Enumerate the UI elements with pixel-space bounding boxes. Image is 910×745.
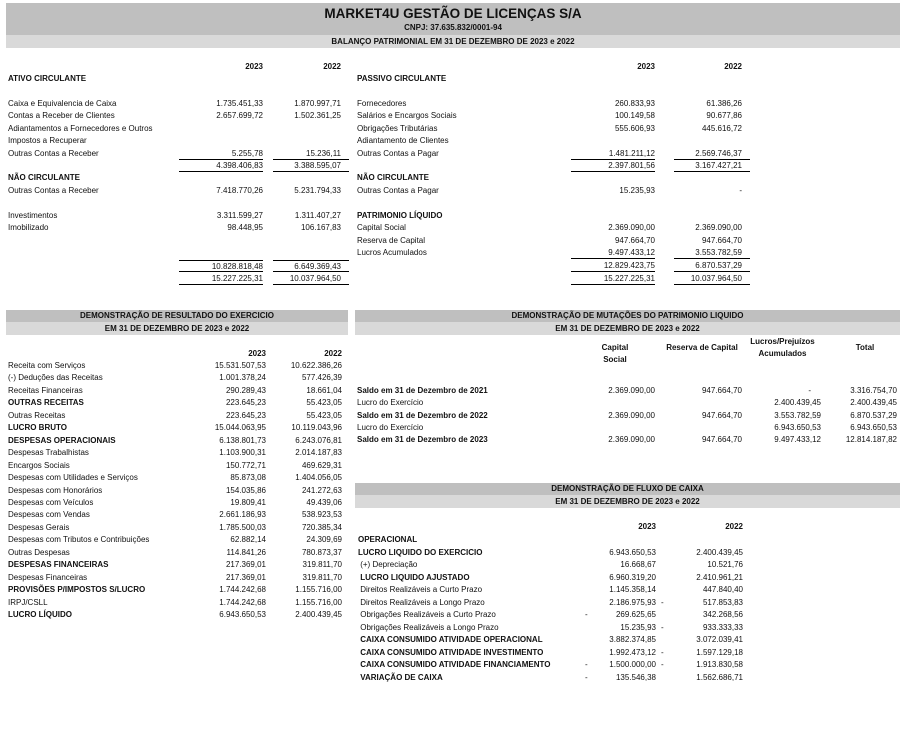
dre-value-2022: 55.423,05 [306, 398, 342, 408]
row-value: 2.397.801,56 [571, 160, 655, 172]
dfc-year-2022: 2022 [725, 522, 743, 531]
dre-value-2022: 10.622.386,26 [290, 361, 342, 370]
dre-value-2022: 18.661,04 [306, 385, 342, 395]
row-value: 10.828.818,48 [179, 260, 263, 272]
dre-row-label: Encargos Sociais [8, 460, 70, 470]
dre-row-label: Despesas com Veículos [8, 497, 94, 507]
dre-title: DEMONSTRAÇÃO DE RESULTADO DO EXERCICIO [6, 310, 348, 322]
dre-row-label: Despesas Financeiras [8, 572, 88, 582]
row-label: Impostos a Recuperar [8, 136, 87, 145]
row-label: Outras Contas a Pagar [357, 186, 439, 195]
row-value: 15.227.225,31 [571, 273, 655, 285]
dmpl-value: 3.553.782,59 [774, 410, 821, 420]
dfc-value-2023: 3.882.374,85 [609, 635, 656, 644]
dfc-value-2023: 6.943.650,53 [609, 547, 656, 557]
dre-row-label: Despesas com Honorários [8, 485, 103, 495]
dmpl-value: 2.369.090,00 [608, 435, 655, 445]
row-label: NÃO CIRCULANTE [357, 173, 429, 182]
dre-value-2022: 319.811,70 [302, 560, 342, 570]
row-value: 1.735.451,33 [216, 99, 263, 108]
row-value: 2.369.090,00 [695, 223, 742, 232]
row-value: 1.311.407,27 [294, 211, 341, 220]
dfc-value-2023: 135.546,38 [615, 672, 656, 682]
dfc-value-2022: 1.562.686,71 [696, 672, 743, 682]
dfc-value-2022: 10.521,76 [707, 560, 743, 569]
row-value: 6.649.369,43 [273, 260, 349, 272]
dre-year-2023: 2023 [248, 349, 266, 358]
dre-row-label: Despesas Trabalhistas [8, 448, 89, 458]
dfc-row-label: Direitos Realizáveis a Longo Prazo [358, 597, 485, 607]
dre-value-2023: 62.882,14 [230, 535, 266, 545]
row-value: 3.167.427,21 [674, 160, 750, 172]
dmpl-col-acumulados: Acumulados [758, 349, 807, 358]
dfc-value-2023: 16.668,67 [620, 560, 656, 569]
row-value: 10.037.964,50 [273, 273, 349, 285]
dfc-year-2023: 2023 [638, 522, 656, 531]
dmpl-value: - [808, 386, 811, 395]
dre-value-2022: 469.629,31 [301, 460, 342, 470]
row-value: 445.616,72 [701, 124, 742, 133]
cnpj: CNPJ: 37.635.832/0001-94 [404, 23, 502, 32]
dre-value-2022: 780.873,37 [301, 547, 342, 557]
report-header [6, 3, 900, 35]
dmpl-col-reserva: Reserva de Capital [666, 343, 738, 352]
dre-value-2022: 24.309,69 [306, 535, 342, 545]
negative-sign: - [585, 610, 588, 619]
dfc-value-2022: 3.072.039,41 [696, 635, 743, 644]
dre-row-label: Receita com Serviços [8, 361, 86, 370]
dre-value-2023: 290.289,43 [225, 385, 266, 395]
row-value: 2.569.746,37 [674, 148, 750, 160]
negative-sign: - [661, 647, 664, 657]
dmpl-value: 947.664,70 [701, 435, 742, 445]
year-header-2022: 2022 [724, 62, 742, 71]
dmpl-value: 2.400.439,45 [850, 398, 897, 408]
dmpl-subtitle: EM 31 DE DEZEMBRO DE 2023 e 2022 [355, 322, 900, 335]
row-value: 6.870.537,29 [674, 260, 750, 272]
dre-value-2023: 1.785.500,03 [219, 522, 266, 532]
dre-value-2023: 217.369,01 [225, 560, 266, 570]
negative-sign: - [661, 622, 664, 632]
dfc-row-label: Obrigações Realizáveis a Longo Prazo [358, 622, 499, 632]
year-header-2023: 2023 [637, 62, 655, 71]
dre-value-2022: 1.404.056,05 [295, 473, 342, 483]
row-value: 90.677,86 [706, 111, 742, 120]
dre-row-label: PROVISÕES P/IMPOSTOS S/LUCRO [8, 585, 146, 595]
dre-row-label: LUCRO LÍQUIDO [8, 610, 72, 619]
row-value: 5.255,78 [179, 148, 263, 160]
row-value: 1.481.211,12 [571, 148, 655, 160]
dfc-row-label: LUCRO LIQUIDO AJUSTADO [358, 572, 470, 582]
dre-value-2022: 2.400.439,45 [295, 610, 342, 619]
row-value: 947.664,70 [701, 236, 742, 245]
dre-row-label: OUTRAS RECEITAS [8, 398, 84, 408]
dmpl-value: 3.316.754,70 [850, 386, 897, 395]
dre-value-2023: 154.035,86 [225, 485, 266, 495]
dre-value-2023: 1.001.378,24 [219, 373, 266, 383]
row-label: Caixa e Equivalencia de Caixa [8, 99, 117, 108]
dre-value-2023: 6.943.650,53 [219, 610, 266, 619]
row-value: 2.657.699,72 [216, 111, 263, 120]
dre-row-label: Outras Despesas [8, 547, 70, 557]
dmpl-value: 6.943.650,53 [850, 422, 897, 432]
dfc-value-2022: 2.410.961,21 [696, 572, 743, 582]
dre-row-label: Despesas Gerais [8, 522, 70, 532]
row-value: 9.497.433,12 [571, 247, 655, 259]
row-value: 3.388.595,07 [273, 160, 349, 172]
dfc-value-2023: 15.235,93 [620, 622, 656, 632]
dfc-row-label: CAIXA CONSUMIDO ATIVIDADE OPERACIONAL [358, 635, 543, 644]
dfc-subtitle: EM 31 DE DEZEMBRO DE 2023 e 2022 [355, 495, 900, 508]
dre-value-2023: 217.369,01 [225, 572, 266, 582]
row-value: 3.553.782,59 [674, 247, 750, 259]
dre-row-label: DESPESAS OPERACIONAIS [8, 435, 116, 445]
dfc-value-2022: 2.400.439,45 [696, 547, 743, 557]
dmpl-row-label: Saldo em 31 de Dezembro de 2023 [357, 435, 488, 445]
dre-value-2022: 319.811,70 [302, 572, 342, 582]
dre-row-label: Outras Receitas [8, 410, 66, 420]
dre-value-2023: 15.531.507,53 [214, 361, 266, 370]
row-value: 3.311.599,27 [216, 211, 263, 220]
dre-value-2023: 223.645,23 [225, 410, 266, 420]
row-label: Outras Contas a Pagar [357, 149, 439, 158]
dfc-value-2023: 1.500.000,00 [609, 660, 656, 669]
dre-row-label: Despesas com Vendas [8, 510, 90, 520]
row-value: 4.398.406,83 [179, 160, 263, 172]
dmpl-value: 6.870.537,29 [850, 410, 897, 420]
dfc-value-2022: 1.913.830,58 [696, 660, 743, 669]
dfc-title: DEMONSTRAÇÃO DE FLUXO DE CAIXA [355, 483, 900, 495]
row-value: 947.664,70 [614, 236, 655, 245]
row-value: 106.167,83 [300, 223, 341, 232]
row-label: Capital Social [357, 223, 406, 232]
dfc-value-2022: 933.333,33 [702, 622, 743, 632]
row-label: ATIVO CIRCULANTE [8, 74, 87, 83]
row-value: 7.418.770,26 [216, 186, 263, 195]
row-label: Adiantamento de Clientes [357, 136, 449, 145]
dfc-value-2022: 447.840,40 [702, 585, 743, 594]
dmpl-value: 6.943.650,53 [774, 422, 821, 432]
dre-row-label: LUCRO BRUTO [8, 423, 67, 433]
negative-sign: - [585, 660, 588, 669]
year-header-2023: 2023 [245, 62, 263, 71]
dmpl-col-lucros: Lucros/Prejuízos [750, 337, 815, 346]
dre-value-2023: 6.138.801,73 [219, 435, 266, 445]
dfc-row-label: VARIAÇÃO DE CAIXA [358, 672, 443, 682]
row-value: 15.235,93 [619, 186, 655, 195]
dre-value-2022: 6.243.076,81 [295, 435, 342, 445]
dre-value-2023: 15.044.063,95 [214, 423, 266, 433]
row-value: 100.149,58 [614, 111, 655, 120]
negative-sign: - [661, 597, 664, 607]
dfc-row-label: LUCRO LIQUIDO DO EXERCICIO [358, 547, 483, 557]
row-label: Obrigações Tributárias [357, 124, 438, 133]
dre-value-2023: 85.873,08 [230, 473, 266, 483]
dmpl-value: 947.664,70 [701, 386, 742, 395]
row-value: 260.833,93 [614, 99, 655, 108]
dre-subtitle: EM 31 DE DEZEMBRO DE 2023 e 2022 [6, 322, 348, 335]
dfc-row-label: Direitos Realizáveis a Curto Prazo [358, 585, 483, 594]
dmpl-value: 947.664,70 [701, 410, 742, 420]
row-label: Reserva de Capital [357, 236, 426, 245]
row-value: 98.448,95 [227, 223, 263, 232]
dre-value-2023: 1.744.242,68 [219, 585, 266, 595]
dmpl-value: 12.814.187,82 [845, 435, 897, 445]
dfc-value-2022: 517.853,83 [702, 597, 743, 607]
dmpl-title: DEMONSTRAÇÃO DE MUTAÇÕES DO PATRIMONIO LIQUIDO [355, 310, 900, 322]
dmpl-row-label: Lucro do Exercício [357, 398, 424, 408]
year-header-2022: 2022 [323, 62, 341, 71]
row-value: 2.369.090,00 [608, 223, 655, 232]
dre-row-label: IRPJ/CSLL [8, 597, 48, 607]
dmpl-row-label: Lucro do Exercício [357, 422, 424, 432]
row-value: - [739, 186, 742, 195]
dre-row-label: (-) Deduções das Receitas [8, 373, 103, 383]
balance-title: BALANÇO PATRIMONIAL EM 31 DE DEZEMBRO DE 2023 e 2022 [6, 35, 900, 48]
dfc-row-label: OPERACIONAL [358, 535, 418, 544]
dre-value-2023: 19.809,41 [230, 497, 266, 507]
dre-value-2022: 1.155.716,00 [295, 585, 342, 595]
negative-sign: - [661, 660, 664, 669]
dre-value-2022: 538.923,53 [301, 510, 342, 520]
row-label: Imobilizado [8, 223, 49, 232]
row-label: Investimentos [8, 211, 58, 220]
dre-row-label: Despesas com Utilidades e Serviços [8, 473, 138, 483]
dre-value-2023: 1.744.242,68 [219, 597, 266, 607]
dre-row-label: Receitas Financeiras [8, 385, 83, 395]
dre-year-2022: 2022 [324, 349, 342, 358]
dre-value-2022: 241.272,63 [301, 485, 342, 495]
row-label: Outras Contas a Receber [8, 149, 99, 158]
dfc-value-2023: 1.992.473,12 [609, 647, 656, 657]
dre-value-2023: 150.772,71 [225, 460, 266, 470]
dmpl-row-label: Saldo em 31 de Dezembro de 2021 [357, 386, 488, 395]
dre-value-2022: 1.155.716,00 [295, 597, 342, 607]
dre-row-label: DESPESAS FINANCEIRAS [8, 560, 109, 570]
dre-value-2022: 2.014.187,83 [295, 448, 342, 458]
dmpl-value: 2.400.439,45 [774, 398, 821, 408]
row-value: 1.870.997,71 [294, 99, 341, 108]
dfc-row-label: Obrigações Realizáveis a Curto Prazo [358, 610, 496, 619]
dmpl-value: 9.497.433,12 [774, 435, 821, 445]
row-value: 1.502.361,25 [294, 111, 341, 120]
company-name: MARKET4U GESTÃO DE LICENÇAS S/A [324, 6, 582, 21]
dfc-value-2023: 6.960.319,20 [609, 572, 656, 582]
row-value: 5.231.794,33 [294, 186, 341, 195]
row-value: 61.386,26 [706, 99, 742, 108]
row-value: 12.829.423,75 [571, 260, 655, 272]
dmpl-row-label: Saldo em 31 de Dezembro de 2022 [357, 410, 488, 420]
dre-value-2022: 10.119.043,96 [291, 423, 342, 433]
row-label: NÃO CIRCULANTE [8, 173, 80, 182]
dfc-value-2023: 1.145.358,14 [609, 585, 656, 594]
dre-value-2023: 2.661.186,93 [219, 510, 266, 520]
dfc-row-label: CAIXA CONSUMIDO ATIVIDADE INVESTIMENTO [358, 647, 544, 657]
dre-value-2022: 577.426,39 [301, 373, 342, 383]
row-label: Lucros Acumulados [357, 248, 427, 257]
dre-value-2023: 223.645,23 [225, 398, 266, 408]
dre-value-2022: 55.423,05 [306, 410, 342, 420]
dre-value-2023: 114.841,26 [226, 547, 266, 557]
dmpl-col-total: Total [855, 343, 875, 352]
row-value: 555.606,93 [614, 124, 655, 133]
row-value: 15.227.225,31 [179, 273, 263, 285]
dre-row-label: Despesas com Tributos e Contribuições [8, 535, 150, 545]
dfc-row-label: CAIXA CONSUMIDO ATIVIDADE FINANCIAMENTO [358, 660, 551, 669]
row-value: 15.236,11 [273, 148, 349, 160]
dmpl-col-capital: Capital Social [601, 343, 629, 364]
row-label: PATRIMONIO LÍQUIDO [357, 211, 443, 220]
row-label: PASSIVO CIRCULANTE [357, 74, 447, 83]
dfc-value-2022: 342.268,56 [702, 610, 743, 619]
dfc-row-label: (+) Depreciação [358, 560, 418, 569]
row-label: Fornecedores [357, 99, 407, 108]
dfc-value-2023: 2.186.975,93 [609, 597, 656, 607]
dmpl-value: 2.369.090,00 [608, 386, 655, 395]
row-label: Salários e Encargos Sociais [357, 111, 457, 120]
negative-sign: - [585, 672, 588, 682]
row-label: Outras Contas a Receber [8, 186, 99, 195]
row-label: Contas a Receber de Clientes [8, 111, 115, 120]
row-label: Adiantamentos a Fornecedores e Outros [8, 124, 153, 133]
dmpl-value: 2.369.090,00 [608, 410, 655, 420]
dfc-value-2022: 1.597.129,18 [696, 647, 743, 657]
dre-value-2022: 720.385,34 [301, 522, 342, 532]
dre-value-2023: 1.103.900,31 [219, 448, 266, 458]
row-value: 10.037.964,50 [674, 273, 750, 285]
dre-value-2022: 49.439,06 [306, 497, 342, 507]
dfc-value-2023: 269.625,65 [615, 610, 656, 619]
